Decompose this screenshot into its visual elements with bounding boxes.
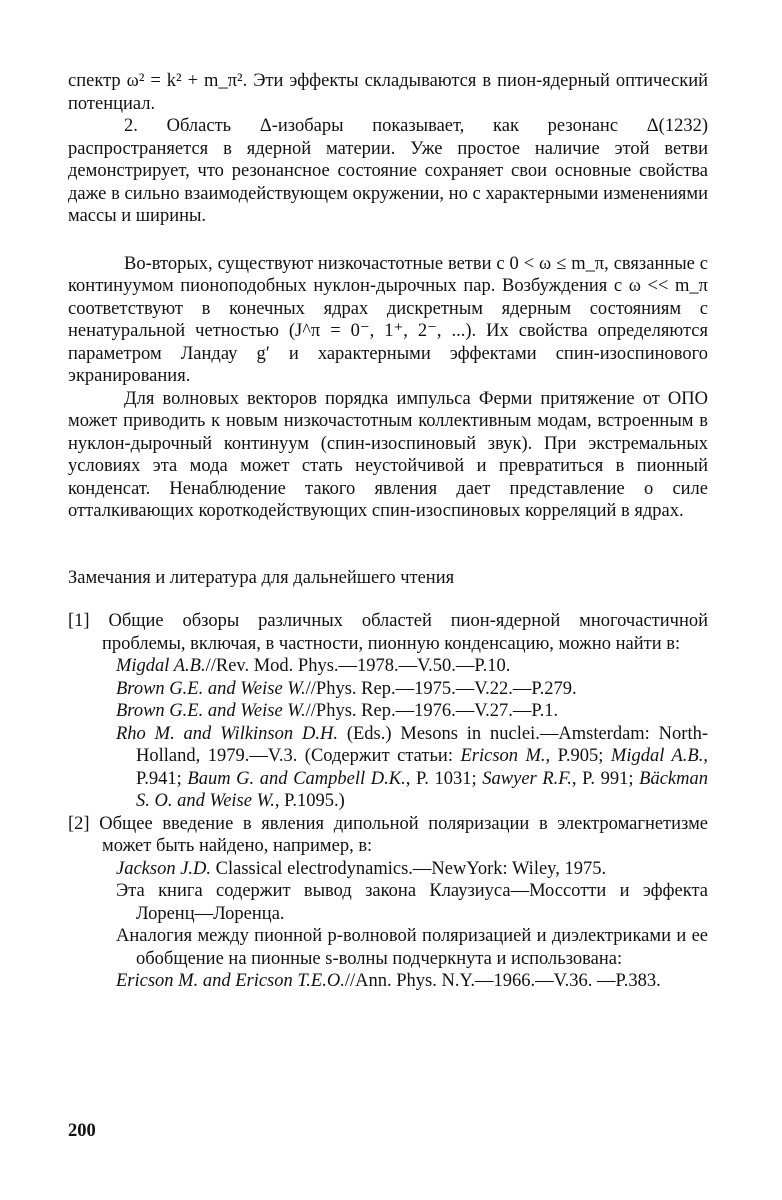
citation-rho bbox=[82, 723, 708, 813]
citation-author: Bäckman S. O. and Weise W. bbox=[136, 768, 708, 811]
citation-source: //Phys. Rep.—1976.—V.27.—P.1. bbox=[305, 701, 559, 721]
citation-source: , P.941; bbox=[136, 746, 708, 789]
citation-brown-1976 bbox=[82, 700, 708, 723]
reference-2-note-2: Аналогия между пионной p-волновой поляризацией и диэлектриками и ее обобщение на пионные s-волны подчеркнута и использована: bbox=[116, 926, 708, 969]
citation-source: , P.905; bbox=[545, 746, 611, 766]
citation-author: Migdal A.B. bbox=[116, 656, 206, 676]
page-number: 200 bbox=[68, 1121, 96, 1141]
citation-migdal bbox=[82, 655, 708, 678]
citation-author: Jackson J.D. bbox=[116, 858, 212, 879]
citation-author: Migdal A.B. bbox=[610, 746, 704, 766]
citation-source: (Eds.) Mesons in nuclei.—Amsterdam: North-Holland, 1979.—V.3. (Содержит статьи: bbox=[136, 723, 709, 766]
citation-source: //Phys. Rep.—1975.—V.22.—P.279. bbox=[305, 678, 577, 699]
paragraph-3: Во-вторых, существуют низкочастотные ветви с 0 < ω ≤ m_π, связанные с континуумом пионоподобных нуклон-дырочных пар. Возбуждения с ω << m_π соответствуют в конечных ядрах дискретным ядерным состояниям с ненатуральной четностью (J^π = 0⁻, 1⁺, 2⁻, ...). Их свойства определяются параметром Ландау g′ и характерными эффектами спин-изоспинового экранирования. bbox=[68, 253, 708, 386]
page-body bbox=[68, 70, 708, 993]
reference-2 bbox=[68, 813, 708, 993]
reference-1-text bbox=[68, 610, 708, 655]
citation-source: , P. 1031; bbox=[405, 768, 483, 789]
citation-source: , P. 991; bbox=[571, 768, 640, 789]
citation-author: Baum G. and Campbell D.K. bbox=[187, 768, 406, 789]
citation-author: Ericson M. bbox=[460, 746, 546, 766]
reference-1 bbox=[68, 610, 708, 813]
reference-2-note-1: Эта книга содержит вывод закона Клаузиуса—Моссотти и эффекта Лоренц—Лоренца. bbox=[116, 881, 708, 924]
citation-source: , P.1095.) bbox=[274, 791, 345, 811]
paragraph-4: Для волновых векторов порядка импульса Ферми притяжение от ОПО может приводить к новым низкочастотным коллективным модам, встроенным в нуклон-дырочный континуум (спин-изоспиновый звук). При экстремальных условиях эта мода может стать неустойчивой и превратиться в пионный конденсат. Ненаблюдение такого явления дает представление о силе отталкивающих короткодействующих спин-изоспиновых корреляций в ядрах. bbox=[68, 388, 708, 521]
citation-author: Sawyer R.F. bbox=[482, 768, 572, 789]
reference-2-number: [2] bbox=[68, 813, 90, 834]
citation-ericson bbox=[82, 970, 708, 993]
section-heading: Замечания и литература для дальнейшего чтения bbox=[68, 567, 455, 588]
reference-2-body: Общее введение в явления дипольной поляризации в электромагнетизме может быть найдено, например, в: bbox=[99, 813, 709, 856]
reference-1-body: Общие обзоры различных областей пион-ядерной многочастичной проблемы, включая, в частности, пионную конденсацию, можно найти в: bbox=[102, 611, 708, 654]
citation-brown-1975 bbox=[82, 678, 708, 701]
citation-jackson bbox=[82, 858, 708, 881]
citation-source: //Ann. Phys. N.Y.—1966.—V.36. —P.383. bbox=[344, 971, 661, 991]
citation-author: Brown G.E. and Weise W. bbox=[116, 678, 306, 699]
citation-source: Classical electrodynamics.—NewYork: Wiley, 1975. bbox=[211, 858, 607, 879]
citation-author: Ericson M. and Ericson T.E.O. bbox=[116, 971, 345, 991]
reference-2-text bbox=[68, 813, 708, 858]
paragraph-2: 2. Область Δ-изобары показывает, как резонанс Δ(1232) распространяется в ядерной материи. Уже простое наличие этой ветви демонстрирует, что резонансное состояние сохраняет свои основные свойства даже в сильно взаимодействующем окружении, но с характерными изменениями массы и ширины. bbox=[68, 116, 708, 226]
citation-source: //Rev. Mod. Phys.—1978.—V.50.—P.10. bbox=[205, 656, 511, 676]
citation-author: Rho M. and Wilkinson D.H. bbox=[116, 723, 338, 744]
citation-author: Brown G.E. and Weise W. bbox=[116, 701, 306, 721]
reference-1-number: [1] bbox=[68, 611, 90, 631]
paragraph-1: спектр ω² = k² + m_π². Эти эффекты складываются в пион-ядерный оптический потенциал. bbox=[68, 71, 708, 114]
